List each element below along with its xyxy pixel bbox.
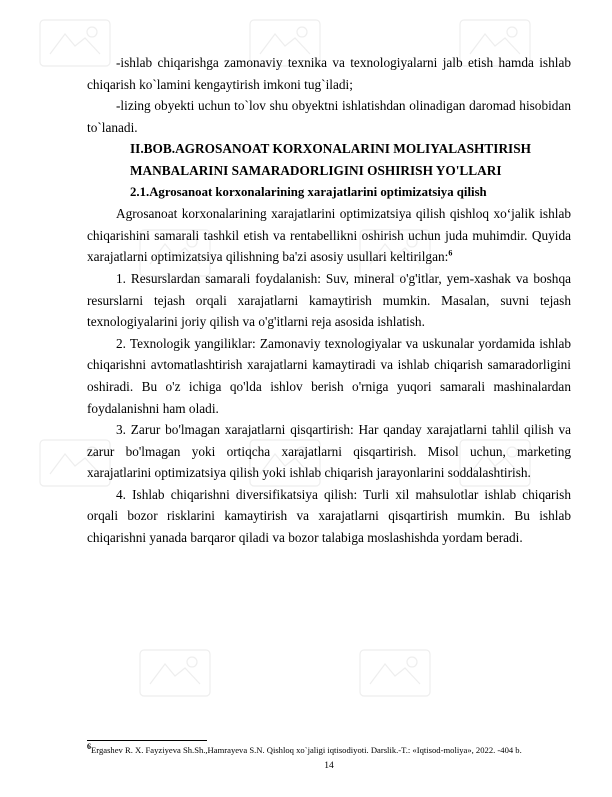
list-item-4: 4. Ishlab chiqarishni diversifikatsiya qilish: Turli xil mahsulotlar ishlab chiqarish orqali bozor risklarini kamaytirish va xarajatlarni qisqartirish mumkin. Bu ishlab chiqarishni yanada barqaror qiladi va bozor talabiga moslashishda yordam beradi. [87,486,571,546]
footnote-reference[interactable]: 6 [448,248,453,258]
page-number: 14 [324,761,334,771]
footnote-mark: 6 [87,742,91,752]
chapter-heading [87,138,571,203]
intro-text: Agrosanoat korxonalarining xarajatlarini optimizatsiya qilish qishloq xo‘jalik ishlab chiqarishini samarali tashkil etish va rentabellikni oshirish uchun juda muhimdir. Quyida xarajatlarni optimizatsiya qilishning ba'zi asosiy usullari keltirilgan: [87,206,571,265]
paragraph-lizing: -lizing obyekti uchun to`lov shu obyektni ishlatishdan olinadigan daromad hisobidan to`lanadi. [87,98,571,135]
list-item-1: 1. Resurslardan samarali foydalanish: Suv, mineral o'g'itlar, yem-xashak va boshqa resurslarni tejash orqali xarajatlarni kamaytirish mumkin. Masalan, suvni tejash texnologiyalarini joriy qilish va o'g'itlarni reja asosida ishlatish. [87,270,571,330]
section-title: 2.1.Agrosanoat korxonalarining xarajatlarini optimizatsiya qilish [130,184,487,199]
list-item-3: 3. Zarur bo'lmagan xarajatlarni qisqartirish: Har qanday xarajatlarni tahlil qilish va zarur bo'lmagan yoki ortiqcha xarajatlarni qisqartirish. Misol uchun, marketing xarajatlarini optimizatsiya qilish yoki ishlab chiqarish jarayonlarini soddalashtirish. [87,422,571,481]
paragraph-ishlab: -ishlab chiqarishga zamonaviy texnika va texnologiyalarni jalb etish hamda ishlab chiqarish ko`lamini kengaytirish imkoni tug`iladi; [87,55,571,92]
list-item-2: 2. Texnologik yangiliklar: Zamonaviy texnologiyalar va uskunalar yordamida ishlab chiqarishni avtomatlashtirish xarajatlarni kamaytiradi va ishlab chiqarish samaradorligini oshiradi. Bu o'z ichiga qo'lda ishlov berish o'rniga yuqori samarali mashinalardan foydalanishni ham oladi. [87,335,571,416]
chapter-title-line-1: II.BOB.AGROSANOAT KORXONALARINI MOLIYALASHTIRISH [130,141,531,157]
footnote [87,742,571,756]
footnote-text: Ergashev R. X. Fayziyeva Sh.Sh.,Hamrayeva S.N. Qishloq xo`jaligi iqtisodiyoti. Darslik.-T.: «Iqtisod-moliya», 2022. -404 b. [91,745,522,755]
main-text [87,52,571,549]
footnote-divider [87,740,207,741]
paragraph-intro [87,203,571,268]
chapter-title-line-2: MANBALARINI SAMARADORLIGINI OSHIRISH YO'LLARI [130,162,502,178]
